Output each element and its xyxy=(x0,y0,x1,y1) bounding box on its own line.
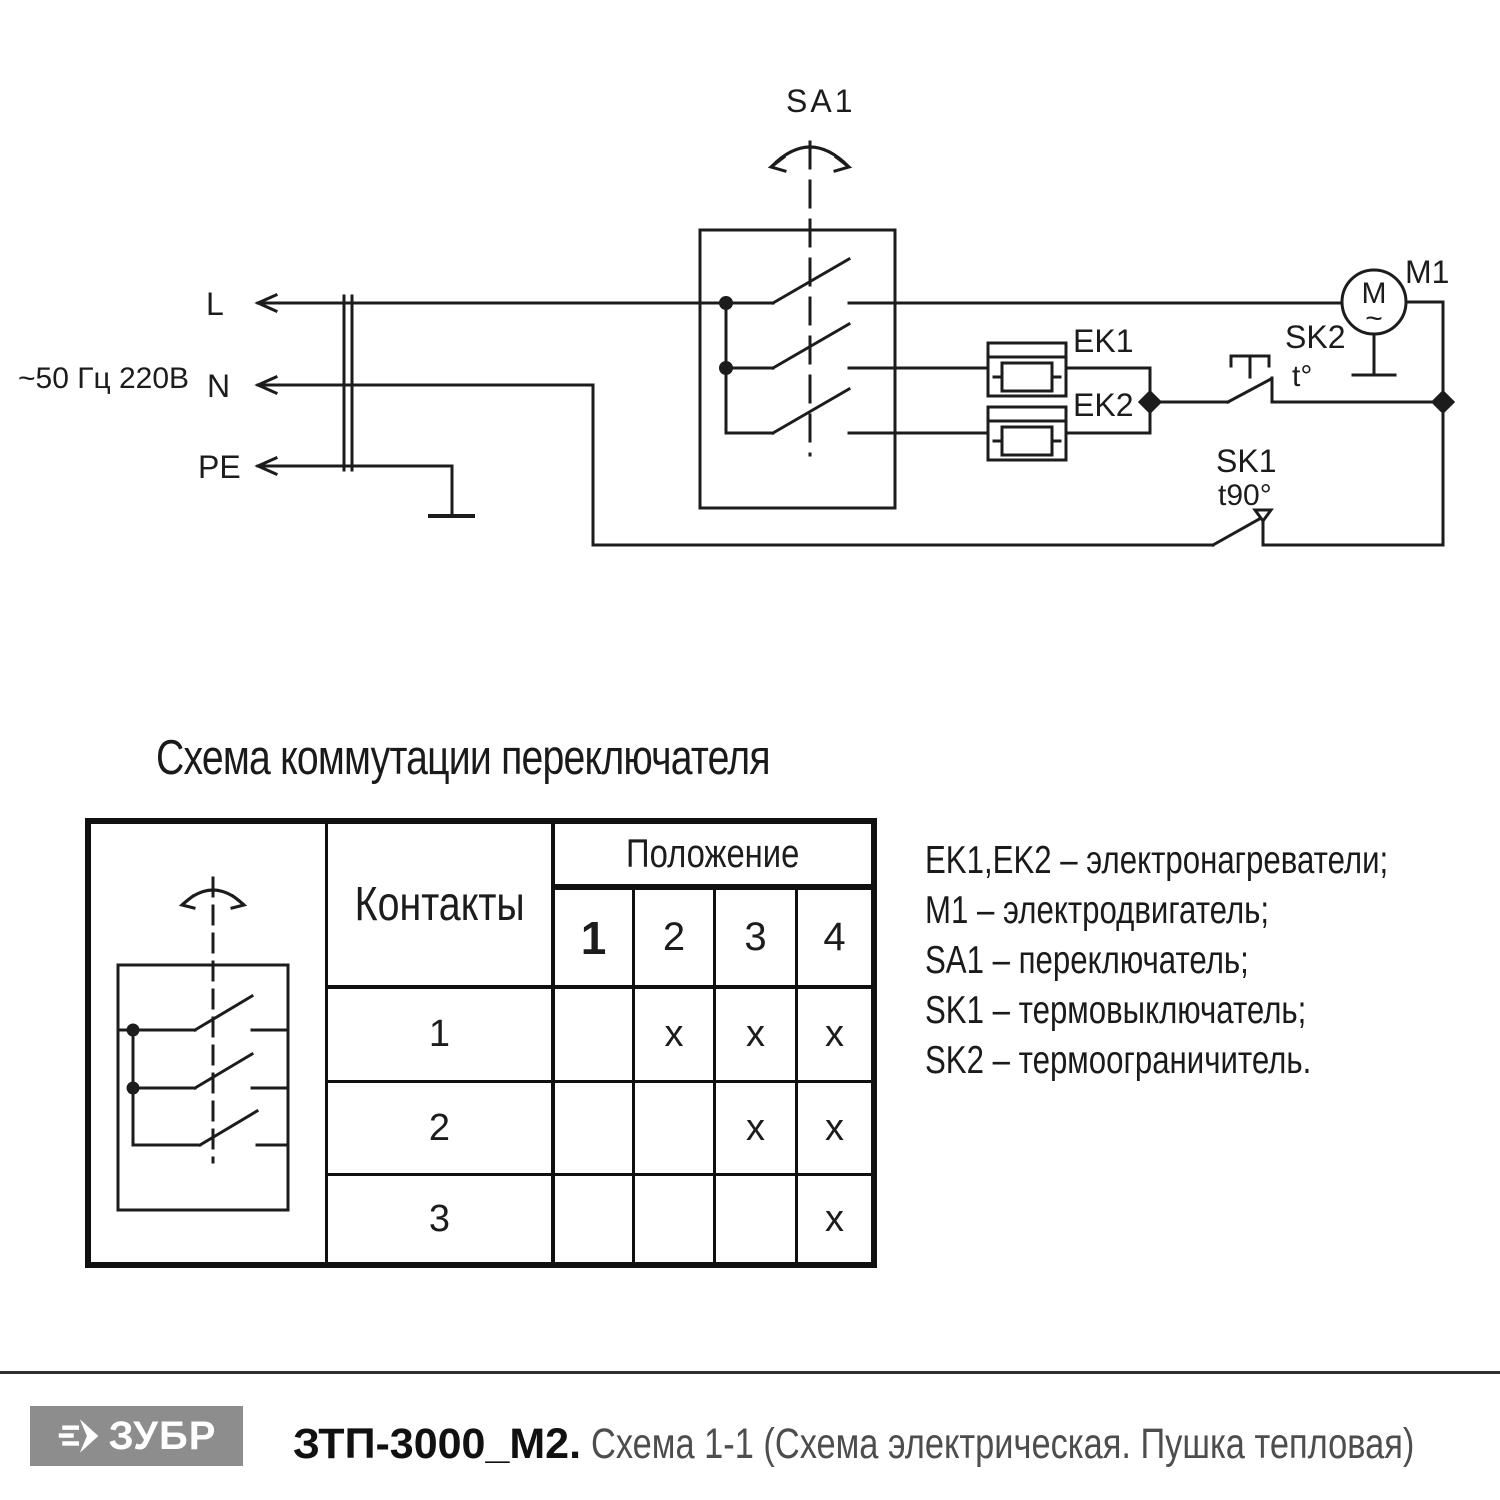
power-rating-label: ~50 Гц 220В xyxy=(18,362,190,395)
junction-dot xyxy=(1433,392,1453,412)
mark-cell: x xyxy=(746,1013,765,1055)
cable-mark-icon xyxy=(344,296,352,470)
mark-cell xyxy=(635,1083,713,1173)
sa1-label: SA1 xyxy=(786,83,856,119)
ek1-label: EK1 xyxy=(1073,323,1134,359)
scheme-caption: Схема 1-1 (Схема электрическая. Пушка тепловая) xyxy=(591,1420,1415,1468)
mark-cell: x xyxy=(825,1106,844,1149)
footer-divider xyxy=(0,1371,1500,1374)
contact-row-label: 3 xyxy=(428,1197,451,1240)
motor-m1-icon xyxy=(1342,270,1443,545)
legend xyxy=(925,836,1500,1086)
mark-cell xyxy=(716,1176,795,1262)
mark-cell: x xyxy=(825,1013,844,1055)
position-col-3: 3 xyxy=(744,915,767,959)
ek2-label: EK2 xyxy=(1073,387,1134,423)
m1-label: M1 xyxy=(1405,254,1450,290)
mark-cell xyxy=(555,1176,632,1262)
terminal-l-label: L xyxy=(206,286,224,322)
mark-cell xyxy=(555,989,632,1080)
commutation-title xyxy=(156,730,923,786)
motor-letter: M xyxy=(1361,277,1387,310)
motor-ac-symbol: ~ xyxy=(1365,302,1383,335)
zubr-arrow-icon xyxy=(57,1414,101,1458)
legend-item: SK2 – термоограничитель. xyxy=(925,1039,1312,1082)
sk2-temp-label: t° xyxy=(1292,360,1313,393)
mark-cell xyxy=(635,1176,713,1262)
wire-PE xyxy=(258,458,473,516)
terminal-n-label: N xyxy=(207,368,231,404)
wire-N xyxy=(258,377,1213,545)
contact-row-label: 2 xyxy=(428,1106,451,1149)
mark-cell: x xyxy=(746,1106,765,1149)
position-col-2: 2 xyxy=(662,915,686,959)
mark-cell xyxy=(555,1083,632,1173)
junction-dot xyxy=(1140,392,1160,412)
position-col-4: 4 xyxy=(823,915,846,959)
contacts-header: Контакты xyxy=(354,878,525,931)
mark-cell: x xyxy=(664,1013,684,1055)
mark-cell: x xyxy=(825,1197,844,1240)
legend-item: M1 – электродвигатель; xyxy=(925,889,1270,932)
position-col-1: 1 xyxy=(580,911,607,964)
sk1-thermal-switch-icon xyxy=(1213,510,1443,545)
legend-item: SA1 – переключатель; xyxy=(925,939,1249,982)
circuit-diagram xyxy=(0,0,1500,720)
footer-caption xyxy=(293,1420,1500,1469)
wire-L xyxy=(258,295,773,311)
legend-item: SK1 – термовыключатель; xyxy=(925,989,1307,1032)
terminal-pe-label: PE xyxy=(198,449,241,485)
contact-row-label: 1 xyxy=(428,1013,451,1055)
zubr-logo-text: ЗУБР xyxy=(108,1413,217,1458)
sk1-label: SK1 xyxy=(1216,443,1277,479)
sk2-label: SK2 xyxy=(1285,319,1346,355)
commutation-title-text: Схема коммутации переключателя xyxy=(156,731,770,785)
mini-switch-diagram xyxy=(91,824,325,1262)
commutation-table xyxy=(85,818,877,1268)
sk1-temp-label: t90° xyxy=(1218,479,1272,512)
zubr-logo xyxy=(30,1406,243,1466)
legend-item: EK1,EK2 – электронагреватели; xyxy=(925,839,1389,882)
model-number: ЗТП-3000_М2. xyxy=(293,1420,582,1468)
position-header: Положение xyxy=(626,831,800,876)
